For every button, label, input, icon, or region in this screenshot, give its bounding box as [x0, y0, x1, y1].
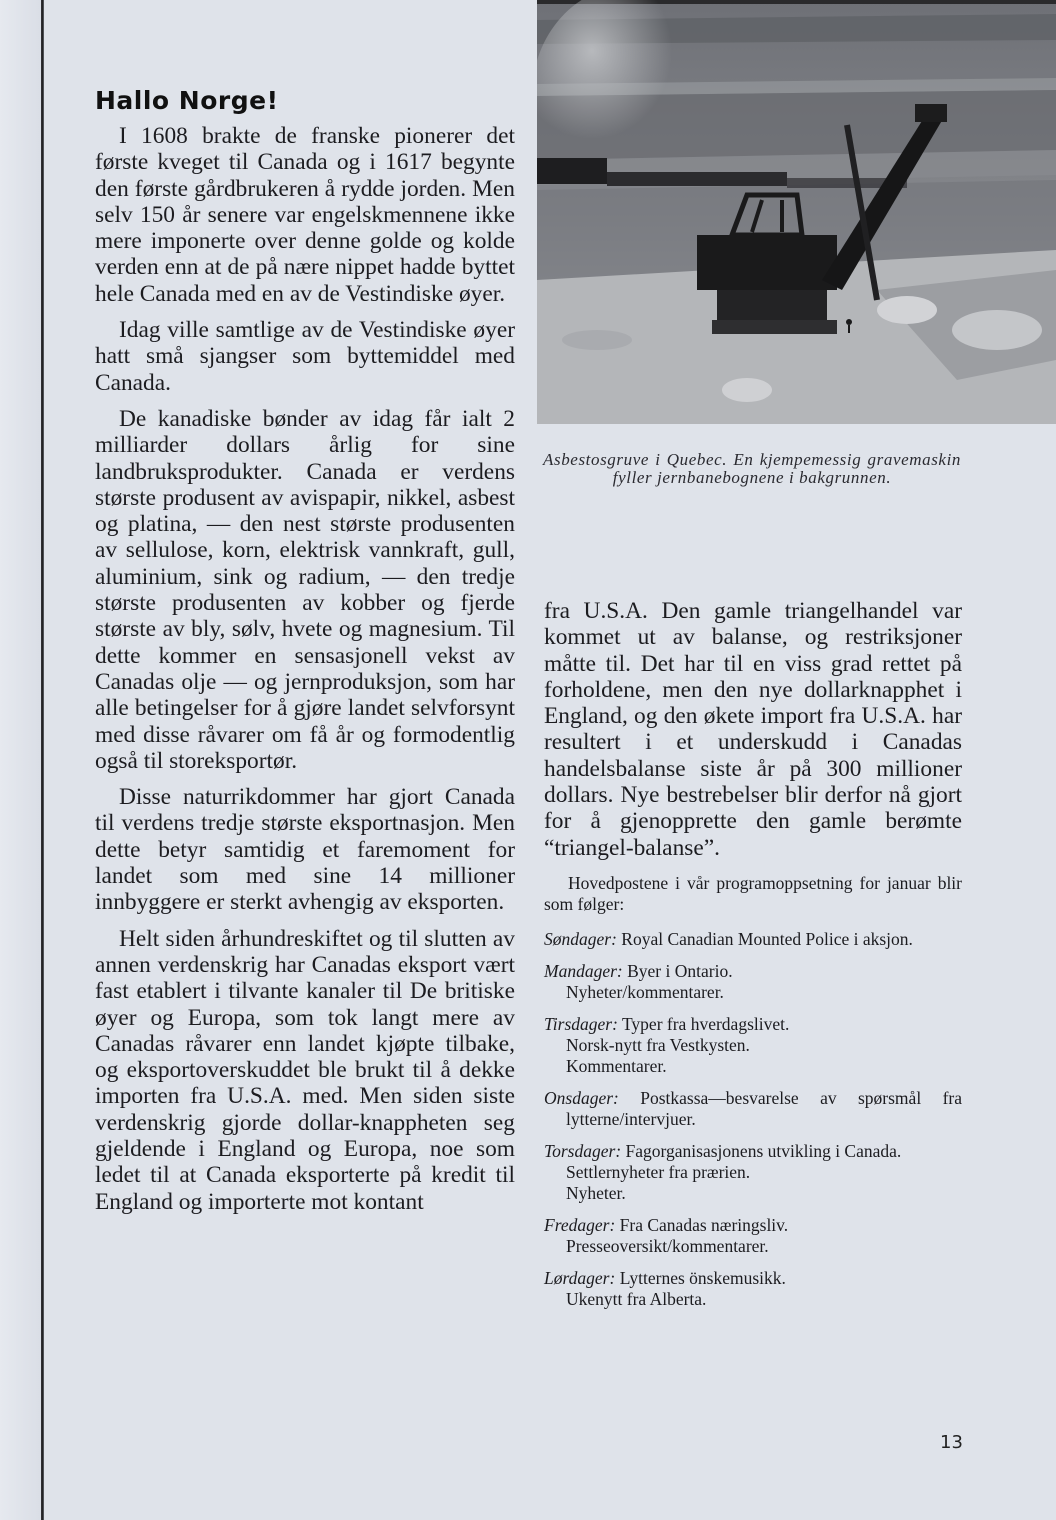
right-column	[544, 598, 962, 1321]
program-item: Ukenytt fra Alberta.	[566, 1288, 707, 1309]
paragraph-5: Helt siden århundreskiftet og til slutten av annen verdenskrig har Canadas eksport vært fast etablert i tilvante kanaler til De britiske øyer og Europa, som tok langt mere av Canadas råvarer enn landet kjøpte tilbake, og eksportoverskuddet ble brukt til å dekke importen fra U.S.A. med. Men siden siste verdenskrig gjorde dollar-knappheten seg gjeldende i England og Europa, noe som ledet til at Canada eksporterte på kredit til England og importerte mot kontant	[95, 925, 515, 1215]
page-number: 13	[940, 1432, 963, 1453]
continued-paragraph: fra U.S.A. Den gamle triangelhandel var kommet ut av balanse, og restriksjoner måtte til. Det har til en viss grad rettet på forholdene, men den nye dollarknapphet i England, og den økete import fra U.S.A. har resultert i et underskudd i Canadas handelsbalanse siste år på 300 millioner dollars. Nye bestrebelser blir derfor nå gjort for å gjenopprette den gamle berømte “triangel-balanse”.	[544, 598, 962, 861]
program-day-monday	[544, 961, 962, 1003]
program-item: Fagorganisasjonens utvikling i Canada.	[625, 1140, 902, 1161]
program-item: Byer i Ontario.	[627, 960, 733, 981]
day-label: Onsdager:	[544, 1087, 619, 1108]
program-day-friday	[544, 1215, 962, 1257]
program-item: Settlernyheter fra prærien.	[566, 1161, 751, 1182]
day-label: Lørdager:	[544, 1267, 616, 1288]
program-item: Fra Canadas næringsliv.	[619, 1214, 789, 1235]
paragraph-1: I 1608 brakte de franske pionerer det første kveget til Canada og i 1617 begynte den første gårdbrukeren å rydde jorden. Men selv 150 år senere var engelskmennene ikke mere imponerte over denne golde og kolde verden enn at de på nære nippet hadde byttet hele Canada med en av de Vestindiske øyer.	[95, 123, 515, 307]
program-day-tuesday	[544, 1014, 962, 1077]
program-item: Kommentarer.	[566, 1055, 667, 1076]
mining-excavator-photo	[537, 0, 1056, 424]
program-item: Nyheter.	[566, 1182, 626, 1203]
article-title: Hallo Norge!	[95, 86, 279, 115]
program-item: Norsk-nytt fra Vestkysten.	[566, 1034, 750, 1055]
program-day-saturday	[544, 1268, 962, 1310]
program-day-thursday	[544, 1141, 962, 1204]
binding-line	[41, 0, 44, 1520]
day-label: Fredager:	[544, 1214, 616, 1235]
day-label: Tirsdager:	[544, 1013, 618, 1034]
day-label: Torsdager:	[544, 1140, 622, 1161]
page-gutter	[0, 0, 41, 1520]
program-item: Postkassa—besvarelse av spørsmål fra lytterne/intervjuer.	[566, 1087, 962, 1129]
program-item: Typer fra hverdagslivet.	[621, 1013, 790, 1034]
photo-illustration	[537, 0, 1056, 424]
program-item: Nyheter/kommentarer.	[566, 981, 724, 1002]
photo-caption: Asbestosgruve i Quebec. En kjempemessig gravemaskin fyller jernbanebognene i bakgrunnen.	[543, 450, 961, 487]
left-column	[95, 86, 515, 1225]
program-item: Royal Canadian Mounted Police i aksjon.	[621, 928, 913, 949]
paragraph-3: De kanadiske bønder av idag får ialt 2 milliarder dollars årlig for sine landbruksprodukter. Canada er verdens største produsent av avispapir, nikkel, asbest og platina, — den nest største produsenten av sellulose, korn, elektrisk vannkraft, gull, aluminium, sink og radium, — den tredje største produsenten av kobber og fjerde største av bly, sølv, hvete og magnesium. Til dette kommer en sensasjonell vekst av Canadas olje — og jernproduksjon, som har alle betingelser for å gjøre landet selvforsynt med disse råvarer om få år og formodentlig også til storeksportør.	[95, 405, 515, 774]
program-day-wednesday	[544, 1088, 962, 1130]
paragraph-2: Idag ville samtlige av de Vestindiske øyer hatt små sjangser som byttemiddel med Canada.	[95, 317, 515, 396]
program-item: Lytternes önskemusikk.	[619, 1267, 786, 1288]
program-item: Presseoversikt/kommentarer.	[566, 1235, 769, 1256]
day-label: Mandager:	[544, 960, 623, 981]
paragraph-4: Disse naturrikdommer har gjort Canada til verdens tredje største eksportnasjon. Men dette betyr samtidig et faremoment for landet som med sine 14 millioner innbyggere er sterkt avhengig av eksporten.	[95, 784, 515, 916]
program-day-sunday	[544, 929, 962, 950]
day-label: Søndager:	[544, 928, 617, 949]
program-intro: Hovedpostene i vår programoppsetning for januar blir som følger:	[544, 872, 962, 914]
